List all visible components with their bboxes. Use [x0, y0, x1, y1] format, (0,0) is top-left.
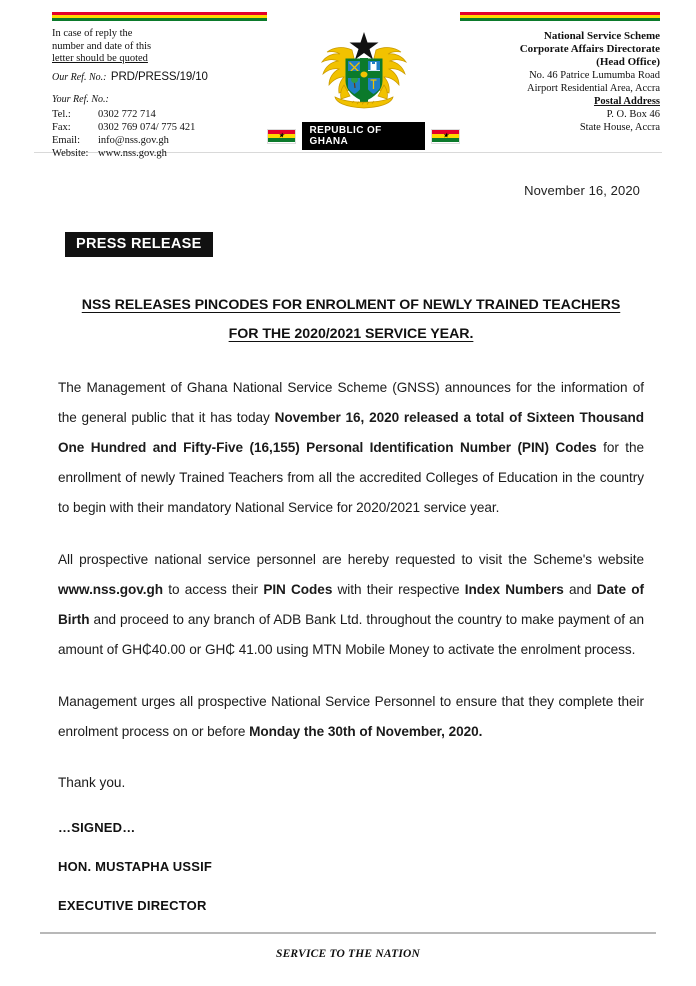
p2-text-3: with their respective — [332, 582, 465, 597]
letterhead-right-block — [460, 12, 660, 134]
contact-key: Website: — [52, 148, 89, 160]
press-release-badge: PRESS RELEASE — [65, 232, 213, 257]
contact-key: Tel.: — [52, 109, 71, 121]
letterhead — [0, 0, 696, 160]
postal-line-2: State House, Accra — [579, 122, 660, 133]
ghana-coat-of-arms-icon — [304, 26, 424, 112]
org-line-1: National Service Scheme — [543, 30, 660, 42]
document-date: November 16, 2020 — [524, 183, 640, 198]
footer-motto: SERVICE TO THE NATION — [275, 948, 421, 960]
address-line-1: No. 46 Patrice Lumumba Road — [529, 70, 660, 81]
signatory-name: HON. MUSTAPHA USSIF — [58, 859, 213, 874]
contact-key: Fax: — [52, 122, 71, 134]
reply-instruction-line-3: letter should be quoted — [52, 53, 148, 65]
letterhead-center-block — [267, 12, 460, 150]
our-ref-value: PRD/PRESS/19/10 — [110, 70, 208, 83]
p2-bold-index-numbers: Index Numbers — [464, 582, 564, 597]
contact-value-email: info@nss.gov.gh — [98, 135, 169, 147]
organisation-address — [460, 30, 660, 134]
ghana-flag-icon-left: ★ — [267, 129, 296, 144]
reply-instruction-line-1: In case of reply the — [52, 28, 133, 39]
p1-text-2: for the enrollment of newly Trained Teachers from all the accredited Colleges of Education in the country to begin with their mandatory National Service for 2020/2021 service year. — [58, 440, 644, 515]
footer-divider — [40, 932, 656, 934]
republic-of-ghana-banner — [267, 122, 460, 150]
contact-value-website: www.nss.gov.gh — [98, 148, 167, 160]
p3-deadline: Monday the 30th of November, 2020. — [249, 724, 483, 739]
letterhead-left-block — [52, 12, 267, 160]
reply-instruction-line-2: number and date of this — [52, 40, 152, 52]
org-line-2: Corporate Affairs Directorate — [519, 43, 660, 55]
p2-bold-pin-codes: PIN Codes — [263, 582, 333, 597]
thank-you-line: Thank you. — [58, 775, 126, 790]
paragraph-3 — [58, 687, 644, 747]
postal-line-1: P. O. Box 46 — [606, 109, 660, 120]
p1-text-1: The Management of Ghana National Service Scheme (GNSS) announces for the information of the general public that it has today — [58, 380, 644, 425]
signatory-title: EXECUTIVE DIRECTOR — [58, 898, 207, 913]
p2-text-1: All prospective national service personnel are hereby requested to visit the Scheme's website — [58, 552, 644, 567]
signed-marker: …SIGNED… — [58, 820, 136, 835]
p2-text-2: to access their — [163, 582, 264, 597]
contact-row — [52, 134, 195, 147]
your-ref-label: Your Ref. No.: — [52, 93, 109, 105]
our-ref-row — [52, 67, 267, 85]
signature-block — [58, 820, 644, 913]
republic-of-ghana-label: REPUBLIC OF GHANA — [302, 122, 426, 150]
p2-text-5: and proceed to any branch of ADB Bank Ltd. throughout the country to make payment of an amount of GH₵40.00 or GH₵ 41.00 using MTN Mobile Money to activate the enrolment process. — [58, 612, 644, 657]
p2-text-4: and — [563, 582, 597, 597]
title-line-1: NSS RELEASES PINCODES FOR ENROLMENT OF NEWLY TRAINED TEACHERS — [81, 297, 621, 313]
contact-value: 0302 772 714 — [98, 109, 156, 121]
p1-bold-1: November 16, 2020 released a total of Sixteen Thousand One Hundred and Fifty-Five (16,155) Personal Identification Number (PIN) Codes — [58, 410, 644, 455]
contact-details — [52, 108, 195, 160]
ghana-flag-bar-icon — [52, 12, 267, 21]
paragraph-2 — [58, 545, 644, 665]
contact-key: Email: — [52, 135, 80, 147]
document-title — [58, 291, 644, 349]
postal-address-label: Postal Address — [593, 96, 660, 107]
paragraph-1 — [58, 373, 644, 523]
contact-row — [52, 108, 195, 121]
p3-text-1: Management urges all prospective National Service Personnel to ensure that they complete their enrolment process on or before — [58, 694, 644, 739]
p2-website: www.nss.gov.gh — [58, 582, 164, 597]
our-ref-label: Our Ref. No.: — [52, 71, 107, 83]
reply-instruction — [52, 28, 267, 66]
contact-value: 0302 769 074/ 775 421 — [98, 122, 196, 134]
ghana-flag-icon-right: ★ — [431, 129, 460, 144]
contact-row — [52, 121, 195, 134]
contact-row — [52, 147, 195, 160]
org-line-3: (Head Office) — [596, 56, 660, 68]
ghana-flag-bar-icon-right — [460, 12, 660, 21]
document-body — [0, 183, 696, 913]
p2-bold-date-of-birth: Date of Birth — [58, 582, 644, 627]
title-line-2: FOR THE 2020/2021 SERVICE YEAR. — [228, 326, 474, 342]
address-line-2: Airport Residential Area, Accra — [527, 83, 660, 94]
